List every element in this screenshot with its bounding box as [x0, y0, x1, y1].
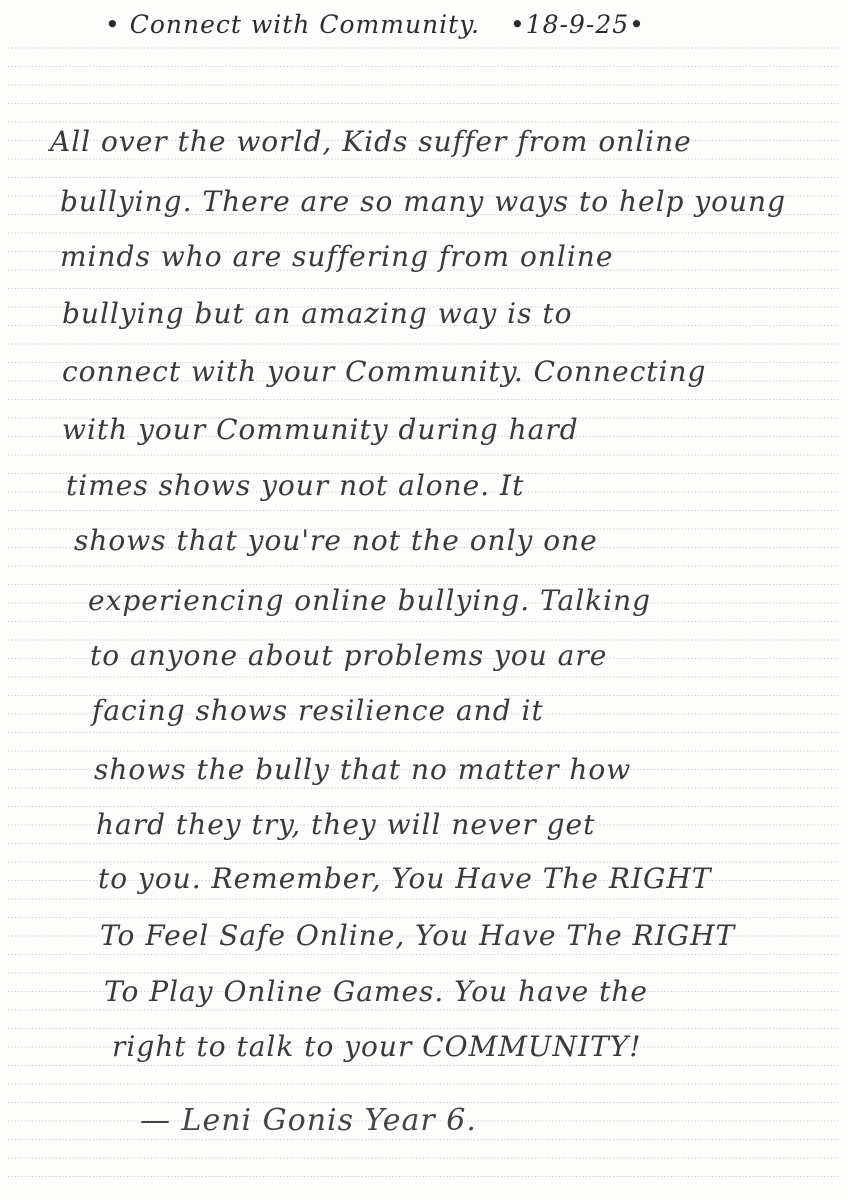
text-line: bullying but an amazing way is to: [62, 297, 573, 330]
text-line: All over the world, Kids suffer from online: [50, 125, 692, 158]
text-line: facing shows resilience and it: [92, 694, 544, 727]
text-line: To Play Online Games. You have the: [104, 975, 648, 1008]
text-line: hard they try, they will never get: [96, 808, 596, 841]
text-line: experiencing online bullying. Talking: [88, 584, 652, 617]
text-line: to you. Remember, You Have The RIGHT: [98, 862, 712, 895]
page-date: •18-9-25•: [510, 10, 645, 39]
text-line: to anyone about problems you are: [90, 639, 608, 672]
signature: — Leni Gonis Year 6.: [140, 1103, 477, 1138]
text-line: with your Community during hard: [62, 413, 579, 446]
text-line: shows the bully that no matter how: [94, 753, 632, 786]
text-line: To Feel Safe Online, You Have The RIGHT: [100, 919, 736, 952]
text-line: shows that you're not the only one: [74, 524, 598, 557]
text-line: times shows your not alone. It: [66, 469, 525, 502]
text-line: right to talk to your COMMUNITY!: [112, 1030, 642, 1063]
page-title: • Connect with Community.: [105, 10, 480, 39]
text-line: bullying. There are so many ways to help young: [60, 185, 787, 218]
text-line: connect with your Community. Connecting: [62, 355, 707, 388]
text-line: minds who are suffering from online: [60, 240, 614, 273]
